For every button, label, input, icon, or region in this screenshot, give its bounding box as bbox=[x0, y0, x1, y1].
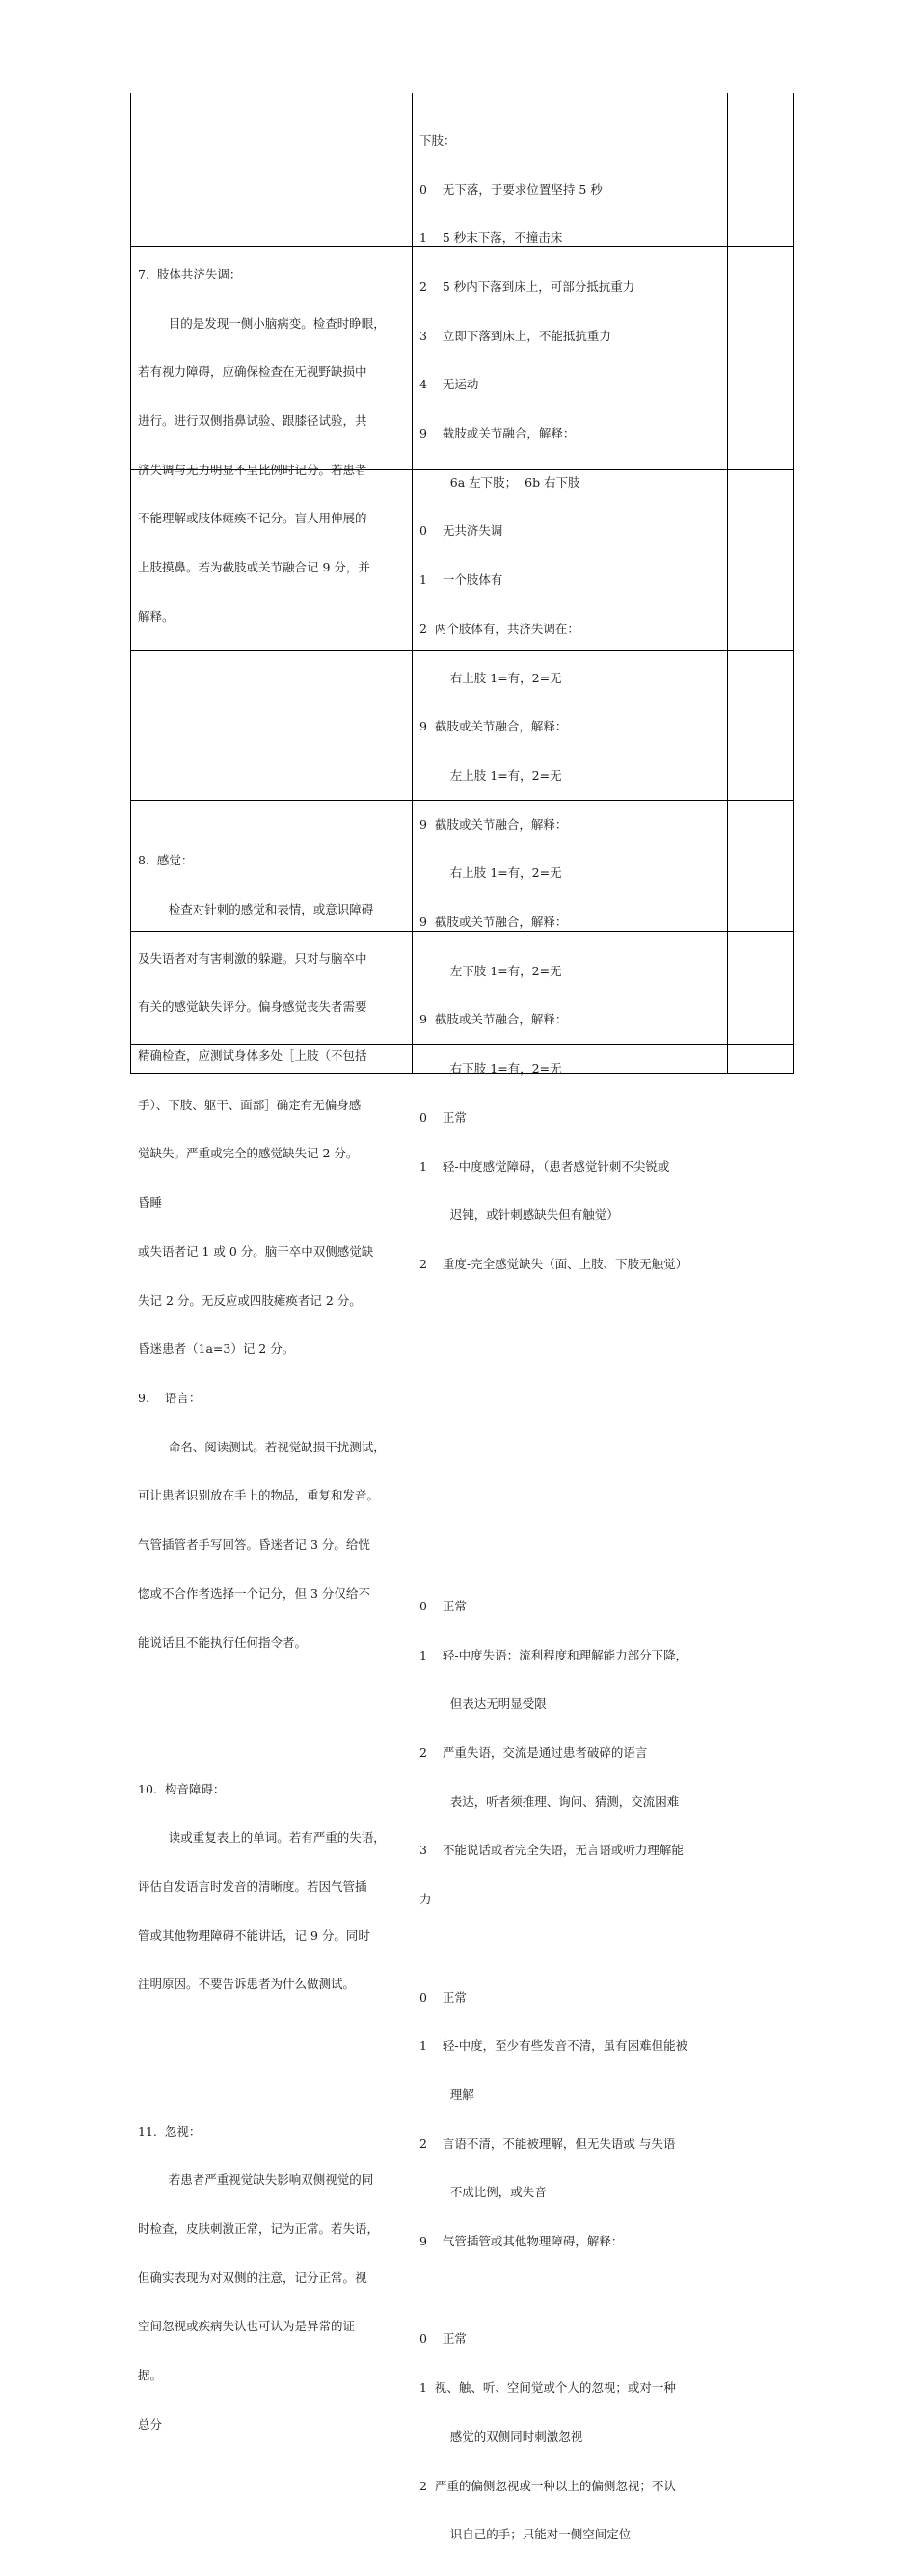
text-line: 2 重度-完全感觉缺失（面、上肢、下肢无触觉） bbox=[419, 1256, 688, 1271]
text-line: 左下肢 1=有，2=无 bbox=[419, 963, 562, 978]
text-line: 或失语者记 1 或 0 分。脑干卒中双侧感觉缺 bbox=[138, 1243, 374, 1259]
text-line: 10. 构音障碍： bbox=[138, 1781, 226, 1796]
text-line bbox=[138, 1733, 386, 1749]
scoring-criteria-column bbox=[419, 100, 687, 2576]
text-line: 评估自发语言时发音的清晰度。若因气管插 bbox=[138, 1879, 367, 1895]
table-column-divider bbox=[412, 93, 413, 1074]
text-line: 9 截肢或关节融合，解释： bbox=[419, 816, 568, 832]
text-line bbox=[419, 1354, 687, 1370]
text-line bbox=[419, 1550, 687, 1566]
table-border-left bbox=[130, 93, 131, 1074]
text-line: 9 截肢或关节融合，解释： bbox=[419, 719, 568, 734]
text-line: 目的是发现一侧小脑病变。检查时睁眼， bbox=[138, 315, 386, 331]
text-line: 表达，听者须推理、询问、猜测，交流困难 bbox=[419, 1793, 680, 1809]
text-line: 左上肢 1=有，2=无 bbox=[419, 767, 562, 783]
text-line: 3 不能说话或者完全失语，无言语或听力理解能 bbox=[419, 1843, 684, 1858]
text-line: 气管插管者手写回答。昏迷者记 3 分。给恍 bbox=[138, 1537, 370, 1553]
text-line: 不成比例，或失音 bbox=[419, 2185, 547, 2200]
text-line: 2 严重失语，交流是通过患者破碎的语言 bbox=[419, 1745, 648, 1761]
text-line: 力 bbox=[419, 1892, 432, 1907]
text-line: 2 严重的偏侧忽视或一种以上的偏侧忽视；不认 bbox=[419, 2478, 676, 2493]
text-line: 1 一个肢体有 bbox=[419, 572, 503, 588]
text-line: 7. 肢体共济失调： bbox=[138, 266, 242, 281]
text-line: 0 无下落，于要求位置坚持 5 秒 bbox=[419, 181, 603, 197]
text-line: 空间忽视或疾病失认也可认为是异常的证 bbox=[138, 2319, 356, 2334]
text-line: 9 截肢或关节融合，解释： bbox=[419, 426, 576, 441]
total-score-label: 总分 bbox=[138, 2416, 163, 2431]
text-line bbox=[138, 706, 386, 723]
text-line: 可让患者识别放在手上的物品，重复和发音。 bbox=[138, 1488, 380, 1503]
text-line: 惚或不合作者选择一个记分，但 3 分仅给不 bbox=[138, 1585, 370, 1601]
text-line bbox=[138, 657, 386, 674]
text-line: 据。 bbox=[138, 2368, 163, 2383]
text-line: 昏睡 bbox=[138, 1195, 163, 1210]
text-line: 6a 左下肢； 6b 右下肢 bbox=[419, 474, 580, 490]
text-line: 9. 语言： bbox=[138, 1390, 202, 1405]
text-line bbox=[138, 756, 386, 772]
text-line: 下肢： bbox=[419, 132, 456, 147]
text-line: 9 截肢或关节融合，解释： bbox=[419, 1012, 568, 1027]
table-border-right bbox=[793, 93, 794, 1074]
text-line bbox=[419, 1452, 687, 1469]
text-line bbox=[138, 2026, 386, 2042]
text-line: 0 正常 bbox=[419, 1598, 467, 1613]
text-line bbox=[419, 1501, 687, 1518]
text-line: 若有视力障碍，应确保检查在无视野缺损中 bbox=[138, 364, 367, 380]
text-line bbox=[419, 1306, 687, 1322]
text-line: 1 5 秒末下落，不撞击床 bbox=[419, 230, 563, 246]
score-column[interactable] bbox=[728, 93, 793, 1073]
text-line: 命名、阅读测试。若视觉缺损干扰测试， bbox=[138, 1439, 386, 1454]
text-line: 11. 忽视： bbox=[138, 2123, 202, 2138]
text-line bbox=[138, 2075, 386, 2091]
text-line: 2 两个肢体有，共济失调在： bbox=[419, 621, 579, 636]
text-line: 能说话且不能执行任何指令者。 bbox=[138, 1634, 308, 1650]
text-line: 失记 2 分。无反应或四肢瘫痪者记 2 分。 bbox=[138, 1292, 362, 1308]
text-line: 时检查，皮肤刺激正常，记为正常。若失语， bbox=[138, 2220, 380, 2236]
text-line: 8. 感觉： bbox=[138, 853, 194, 868]
text-line bbox=[419, 1403, 687, 1420]
text-line: 及失语者对有害刺激的躲避。只对与脑卒中 bbox=[138, 950, 367, 966]
text-line: 1 轻-中度失语：流利程度和理解能力部分下降， bbox=[419, 1647, 688, 1662]
text-line: 进行。进行双侧指鼻试验、跟膝径试验，共 bbox=[138, 412, 367, 428]
text-line: 识自己的手；只能对一侧空间定位 bbox=[419, 2527, 632, 2542]
text-line: 上肢摸鼻。若为截肢或关节融合记 9 分，并 bbox=[138, 560, 370, 575]
text-line: 9 截肢或关节融合，解释： bbox=[419, 915, 568, 930]
text-line: 读或重复表上的单词。若有严重的失语， bbox=[138, 1830, 386, 1846]
text-line: 0 正常 bbox=[419, 1989, 467, 2005]
text-line: 9 气管插管或其他物理障碍，解释： bbox=[419, 2234, 624, 2249]
text-line: 4 无运动 bbox=[419, 377, 479, 392]
text-line: 右下肢 1=有，2=无 bbox=[419, 1061, 562, 1076]
text-line: 觉缺失。严重或完全的感觉缺失记 2 分。 bbox=[138, 1146, 359, 1161]
text-line: 注明原因。不要告诉患者为什么做测试。 bbox=[138, 1977, 356, 1992]
text-line bbox=[138, 805, 386, 821]
text-line: 管或其他物理障碍不能讲话，记 9 分。同时 bbox=[138, 1927, 370, 1943]
text-line: 若患者严重视觉缺失影响双侧视觉的同 bbox=[138, 2172, 374, 2188]
text-line: 有关的感觉缺失评分。偏身感觉丧失者需要 bbox=[138, 999, 367, 1015]
text-line: 1 视、触、听、空间觉或个人的忽视；或对一种 bbox=[419, 2380, 676, 2396]
text-line: 右上肢 1=有，2=无 bbox=[419, 670, 562, 685]
text-line: 1 轻-中度感觉障碍，（患者感觉针刺不尖锐或 bbox=[419, 1158, 670, 1174]
text-line: 3 立即下落到床上，不能抵抗重力 bbox=[419, 328, 611, 343]
text-line: 2 5 秒内下落到床上，可部分抵抗重力 bbox=[419, 279, 635, 294]
text-line bbox=[419, 1941, 687, 1957]
text-line: 检查对针刺的感觉和表情，或意识障碍 bbox=[138, 901, 374, 916]
text-line: 手）、下肢、躯干、面部］确定有无偏身感 bbox=[138, 1097, 362, 1112]
text-line: 2 言语不清，不能被理解，但无失语或 与失语 bbox=[419, 2136, 676, 2151]
text-line: 解释。 bbox=[138, 608, 175, 624]
text-line: 1 轻-中度，至少有些发音不清，虽有困难但能被 bbox=[419, 2038, 688, 2054]
text-line: 理解 bbox=[419, 2086, 474, 2102]
text-line bbox=[138, 1684, 386, 1700]
text-line: 迟钝，或针刺感缺失但有触觉） bbox=[419, 1208, 619, 1223]
text-line: 济失调与无力明显不呈比例时记分。若患者 bbox=[138, 462, 367, 477]
text-line: 0 正常 bbox=[419, 1109, 467, 1125]
text-line: 但表达无明显受限 bbox=[419, 1696, 547, 1712]
text-line bbox=[419, 2283, 687, 2299]
text-line: 不能理解或肢体瘫痪不记分。盲人用伸展的 bbox=[138, 511, 367, 526]
text-line: 昏迷患者（1a=3）记 2 分。 bbox=[138, 1341, 295, 1357]
text-line: 0 无共济失调 bbox=[419, 523, 503, 539]
text-line: 感觉的双侧同时刺激忽视 bbox=[419, 2429, 583, 2444]
text-line: 但确实表现为对双侧的注意，记分正常。视 bbox=[138, 2270, 367, 2285]
item-instructions-column bbox=[138, 234, 386, 2465]
text-line: 0 正常 bbox=[419, 2331, 467, 2347]
text-line: 精确检查，应测试身体多处［上肢（不包括 bbox=[138, 1049, 367, 1064]
text-line: 右上肢 1=有，2=无 bbox=[419, 865, 562, 881]
